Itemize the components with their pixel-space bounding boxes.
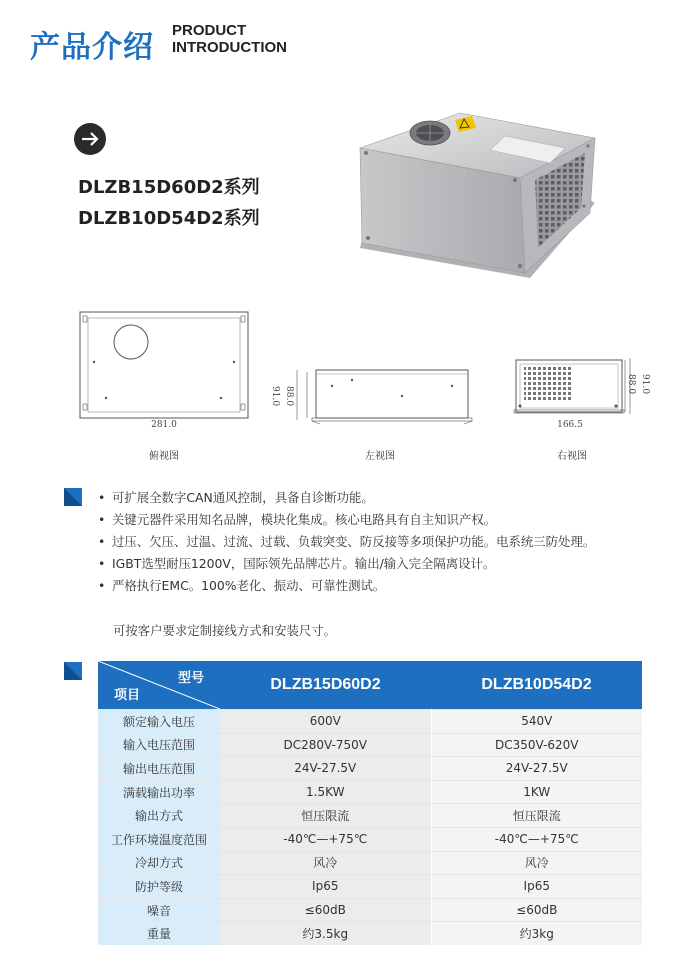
row-label: 额定输入电压 [98, 710, 220, 734]
right-view-dim-88: 88.0 [626, 374, 636, 395]
cell-value: 约3kg [431, 922, 642, 945]
cell-value: 1KW [431, 780, 642, 804]
top-view-drawing [76, 310, 252, 422]
row-label: 防护等级 [98, 875, 220, 899]
cell-value: ≤60dB [220, 898, 431, 922]
top-view-label: 俯视图 [149, 451, 179, 462]
feature-item: • 过压、欠压、过温、过流、过载、负载突变、防反接等多项保护功能。电系统三防处理。 [98, 531, 595, 553]
page-title-en-line2: INTRODUCTION [172, 39, 287, 56]
row-label: 冷却方式 [98, 851, 220, 875]
row-label: 工作环境温度范围 [98, 827, 220, 851]
product-photo [340, 108, 600, 288]
right-view-label: 右视图 [557, 451, 587, 462]
table-row [98, 780, 642, 804]
page-title-cn: 产品介绍 [30, 30, 154, 65]
cell-value: ≤60dB [431, 898, 642, 922]
corner-label-model: 型号 [177, 671, 204, 686]
feature-item: • 关键元器件采用知名品牌，模块化集成。核心电路具有自主知识产权。 [98, 509, 595, 531]
cell-value: 约3.5kg [220, 922, 431, 945]
table-row [98, 851, 642, 875]
feature-item: • IGBT选型耐压1200V，国际领先品牌芯片。输出/输入完全隔离设计。 [98, 553, 595, 575]
cell-value: 540V [431, 710, 642, 734]
page-title-en-line1: PRODUCT [172, 22, 247, 39]
row-label: 输入电压范围 [98, 733, 220, 757]
cell-value: DC280V-750V [220, 733, 431, 757]
feature-list [98, 487, 595, 597]
arrow-right-icon [74, 123, 106, 155]
right-view-width-dim: 166.5 [557, 420, 583, 430]
section-marker-icon [64, 662, 82, 680]
cell-value: -40℃—+75℃ [220, 827, 431, 851]
table-corner-cell [98, 661, 220, 710]
left-view-dim-88: 88.0 [284, 386, 294, 407]
left-view-label: 左视图 [365, 451, 395, 462]
table-column-header: DLZB15D60D2 [220, 661, 431, 710]
feature-item: • 严格执行EMC。100%老化、振动、可靠性测试。 [98, 575, 595, 597]
table-row [98, 733, 642, 757]
table-row [98, 827, 642, 851]
cell-value: Ip65 [220, 875, 431, 899]
cell-value: 600V [220, 710, 431, 734]
cell-value: 风冷 [220, 851, 431, 875]
left-view-drawing [292, 362, 484, 426]
cell-value: 恒压限流 [431, 804, 642, 828]
cell-value: Ip65 [431, 875, 642, 899]
cell-value: DC350V-620V [431, 733, 642, 757]
model-name: DLZB10D54D2系列 [78, 208, 260, 229]
spec-table [98, 661, 642, 945]
row-label: 满载输出功率 [98, 780, 220, 804]
row-label: 输出电压范围 [98, 757, 220, 781]
cell-value: -40℃—+75℃ [431, 827, 642, 851]
table-row [98, 710, 642, 734]
cell-value: 24V-27.5V [220, 757, 431, 781]
table-row [98, 875, 642, 899]
custom-note: 可按客户要求定制接线方式和安装尺寸。 [113, 623, 337, 638]
cell-value: 1.5KW [220, 780, 431, 804]
table-row [98, 898, 642, 922]
table-row [98, 757, 642, 781]
table-column-header: DLZB10D54D2 [431, 661, 642, 710]
cell-value: 恒压限流 [220, 804, 431, 828]
right-view-drawing [512, 356, 632, 418]
top-view-width-dim: 281.0 [151, 420, 177, 430]
table-header-row [98, 661, 642, 710]
feature-item: • 可扩展全数字CAN通风控制，具备自诊断功能。 [98, 487, 595, 509]
cell-value: 24V-27.5V [431, 757, 642, 781]
cell-value: 风冷 [431, 851, 642, 875]
table-row [98, 804, 642, 828]
model-list [78, 172, 260, 234]
section-marker-icon [64, 488, 82, 506]
right-view-dim-91: 91.0 [640, 374, 650, 395]
page-title-en [172, 22, 287, 56]
left-view-dim-91: 91.0 [270, 386, 280, 407]
row-label: 噪音 [98, 898, 220, 922]
row-label: 输出方式 [98, 804, 220, 828]
model-name: DLZB15D60D2系列 [78, 177, 260, 198]
row-label: 重量 [98, 922, 220, 945]
table-row [98, 922, 642, 945]
corner-label-item: 项目 [114, 688, 141, 703]
